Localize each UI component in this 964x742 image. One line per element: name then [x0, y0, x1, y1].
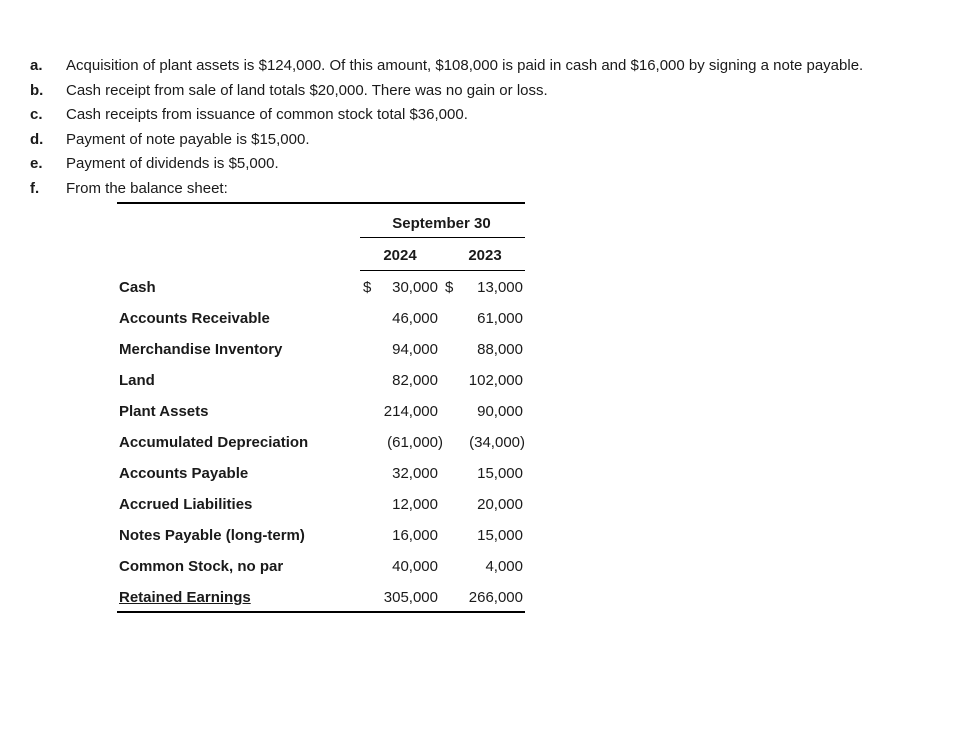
value-2024: 46,000: [392, 310, 438, 327]
value-2023: 266,000: [468, 589, 523, 606]
table-row: [117, 551, 525, 582]
value-2023: (34,000): [469, 434, 525, 451]
value-2024: 40,000: [392, 558, 438, 575]
balance-sheet-table: [117, 202, 525, 613]
row-label: Retained Earnings: [119, 589, 251, 606]
value-2023: 4,000: [485, 558, 523, 575]
item-label: c.: [30, 106, 43, 124]
table-row: [117, 396, 525, 427]
header-rule: [360, 237, 525, 238]
value-2024: (61,000): [387, 434, 443, 451]
row-label: Accounts Receivable: [119, 310, 270, 327]
row-label: Common Stock, no par: [119, 558, 284, 575]
value-2023: 15,000: [477, 465, 523, 482]
item-label: f.: [30, 179, 40, 197]
item-text: Cash receipt from sale of land totals $20,000. There was no gain or loss.: [66, 81, 548, 99]
value-2024: 16,000: [392, 527, 438, 544]
currency-symbol: $: [445, 279, 454, 296]
row-label: Plant Assets: [119, 403, 209, 420]
year-header-prior: 2023: [468, 247, 502, 264]
value-2023: 102,000: [468, 372, 523, 389]
value-2023: 90,000: [477, 403, 523, 420]
header-rule: [360, 270, 525, 271]
row-label: Merchandise Inventory: [119, 341, 283, 358]
item-text: Acquisition of plant assets is $124,000. Of this amount, $108,000 is paid in cash and $16,000 by signing a note payable.: [66, 57, 864, 74]
table-row: [117, 427, 525, 458]
item-label: a.: [30, 57, 43, 74]
value-2024: 30,000: [392, 279, 438, 296]
value-2023: 88,000: [477, 341, 523, 358]
table-row: [117, 520, 525, 551]
value-2024: 305,000: [383, 589, 438, 606]
period-header: September 30: [392, 215, 491, 232]
row-label: Land: [119, 372, 155, 389]
value-2024: 214,000: [383, 403, 438, 420]
item-text: From the balance sheet:: [66, 179, 228, 197]
table-row: [117, 303, 525, 334]
item-label: b.: [30, 81, 44, 99]
value-2024: 82,000: [392, 372, 438, 389]
value-2023: 20,000: [477, 496, 523, 513]
row-label: Accumulated Depreciation: [119, 434, 309, 451]
item-label: e.: [30, 155, 43, 173]
item-text: Cash receipts from issuance of common stock total $36,000.: [66, 106, 468, 124]
value-2023: 13,000: [477, 279, 523, 296]
table-row: [117, 365, 525, 396]
table-row: [117, 272, 525, 303]
row-label: Accrued Liabilities: [119, 496, 253, 513]
table-row: [117, 334, 525, 365]
value-2023: 61,000: [477, 310, 523, 327]
item-label: d.: [30, 130, 44, 148]
item-text: Payment of dividends is $5,000.: [66, 155, 279, 173]
table-row: [117, 458, 525, 489]
value-2024: 94,000: [392, 341, 438, 358]
item-text: Payment of note payable is $15,000.: [66, 130, 310, 148]
year-header-current: 2024: [383, 247, 417, 264]
row-label: Cash: [119, 279, 156, 296]
row-label: Notes Payable (long-term): [119, 527, 305, 544]
table-body: [117, 272, 525, 613]
row-label: Accounts Payable: [119, 465, 249, 482]
value-2024: 32,000: [392, 465, 438, 482]
currency-symbol: $: [363, 279, 372, 296]
value-2024: 12,000: [392, 496, 438, 513]
table-row: [117, 489, 525, 520]
value-2023: 15,000: [477, 527, 523, 544]
table-row: [117, 582, 525, 613]
